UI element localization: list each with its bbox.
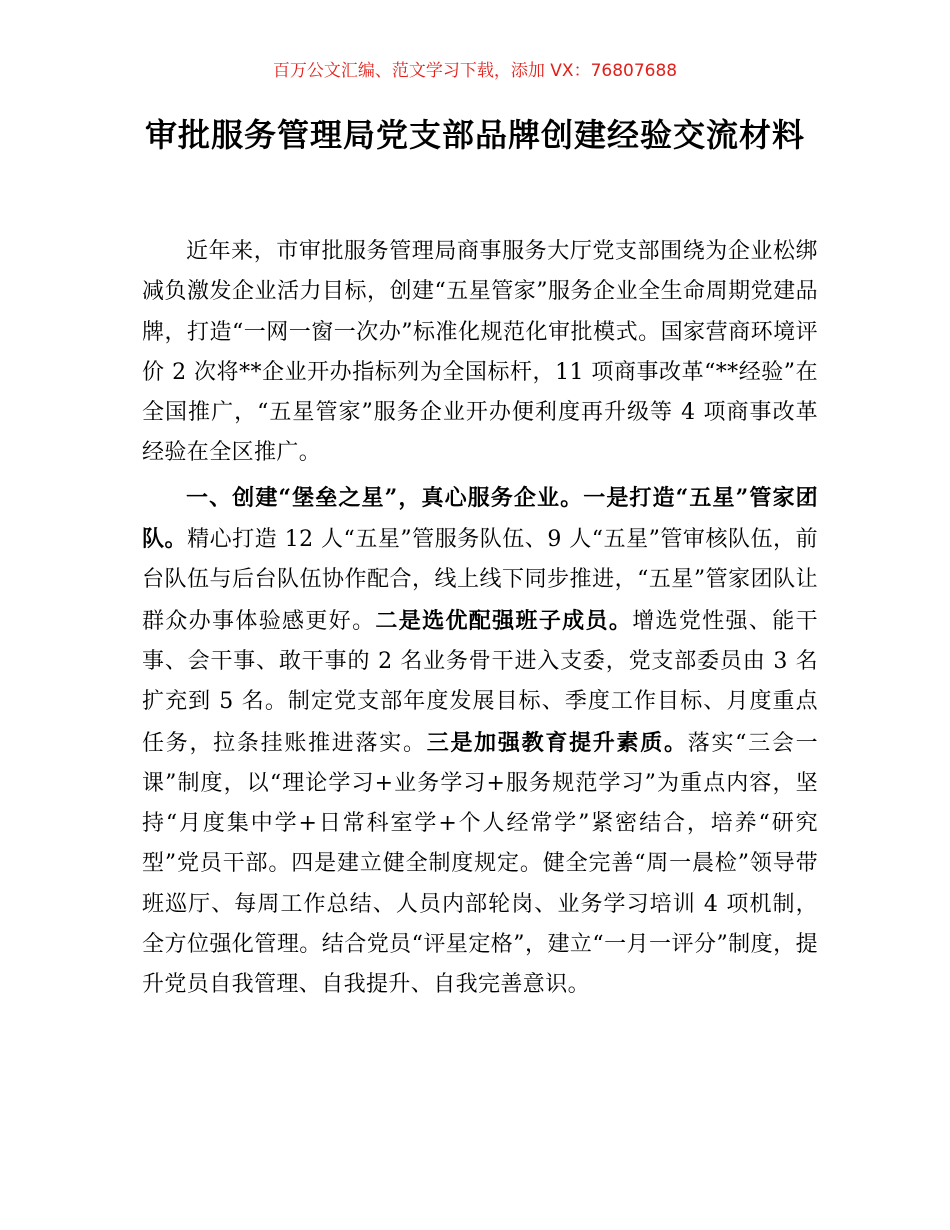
header-note: 百万公文汇编、范文学习下载，添加 VX：76807688: [272, 61, 678, 81]
paragraph-text: 精心打造 12 人“五星”管服务队伍、9 人“五星”管审核队伍，前台队伍与后台队伍协作配合，线上线下同步推进，“五星”管家团队让群众办事体验感更好。: [142, 527, 818, 634]
paragraph-text: 增选党性强、能干事、会干事、敢干事的 2 名业务骨干进入支委，党支部委员由 3 名扩充到 5 名。制定党支部年度发展目标、季度工作目标、月度重点任务，拉条挂账推进落实。: [142, 608, 818, 756]
subpoint-heading: 二是选优配强班子成员。: [375, 607, 633, 634]
paragraph-text: 落实“三会一课”制度，以“理论学习+业务学习+服务规范学习”为重点内容，坚持“月度集中学+日常科室学+个人经常学”紧密结合，培养“研究型”党员干部。四是建立健全制度规定。健全完善“周一晨检”领导带班巡厅、每周工作总结、人员内部轮岗、业务学习培训 4 项机制，全方位强化管理。结合党员“评星定格”，建立“一月一评分”制度，提升党员自我管理、自我提升、自我完善意识。: [142, 730, 818, 998]
paragraph-section-1: [142, 478, 818, 1006]
section-heading: 一、创建“堡垒之星”，真心服务企业。一是打造“五星”管家团队。: [142, 484, 818, 553]
document-title: 审批服务管理局党支部品牌创建经验交流材料: [144, 116, 805, 154]
paragraph-intro: [142, 232, 818, 474]
paragraph-text: 近年来，市审批服务管理局商事服务大厅党支部围绕为企业松绑减负激发企业活力目标，创建“五星管家”服务企业全生命周期党建品牌，打造“一网一窗一次办”标准化规范化审批模式。国家营商环境评价 2 次将**企业开办指标列为全国标杆，11 项商事改革“**经验”在全国推广，“五星管家”服务企业开办便利度再升级等 4 项商事改革经验在全区推广。: [142, 239, 818, 466]
document-body: [142, 232, 818, 1006]
subpoint-heading: 三是加强教育提升素质。: [426, 729, 688, 756]
